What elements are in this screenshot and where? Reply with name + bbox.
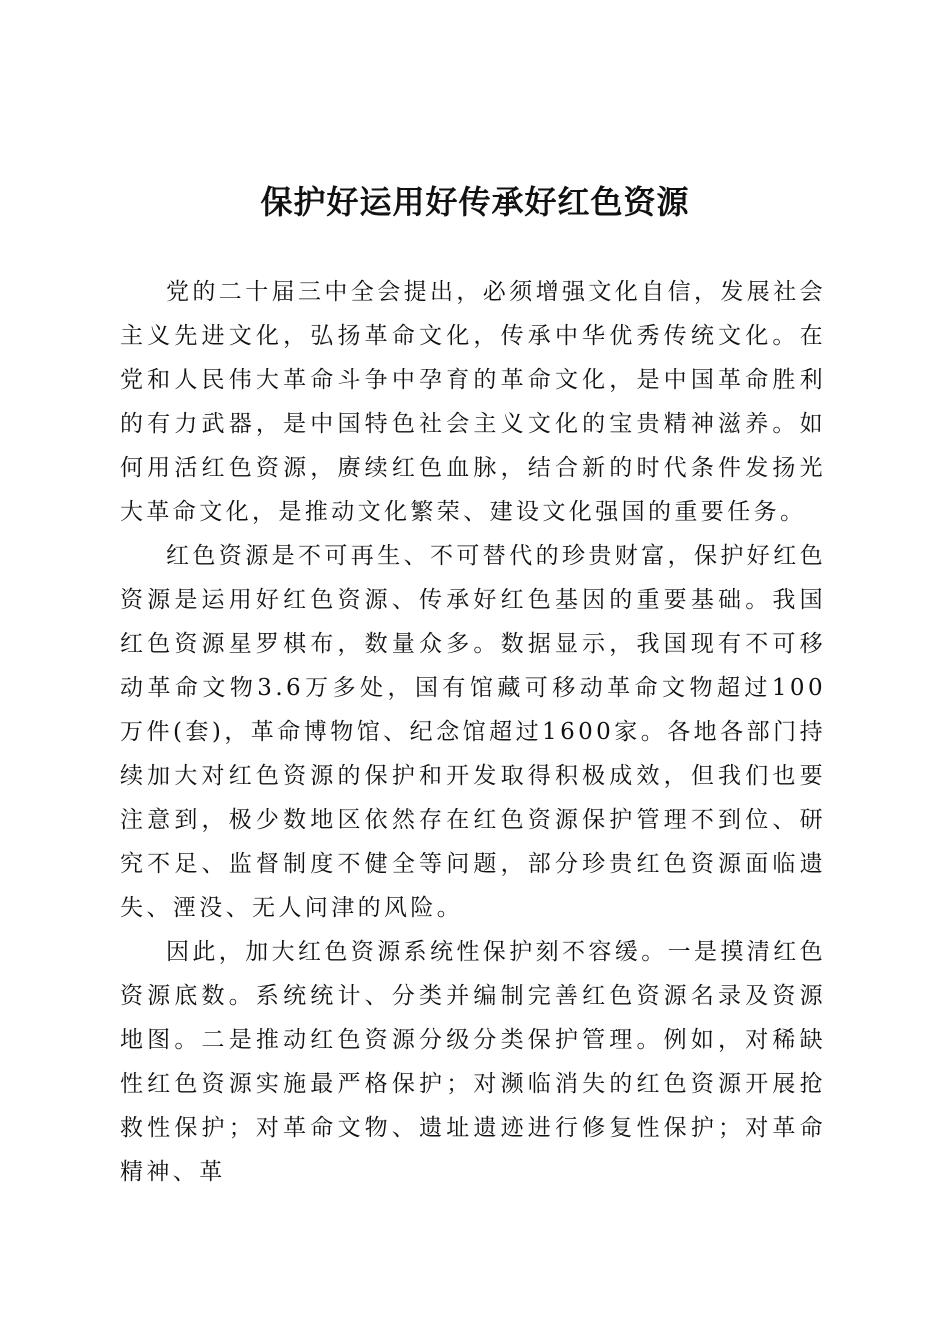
paragraph: 因此，加大红色资源系统性保护刻不容缓。一是摸清红色资源底数。系统统计、分类并编制完善红色资源名录及资源地图。二是推动红色资源分级分类保护管理。例如，对稀缺性红色资源实施最严格保护；对濒临消失的红色资源开展抢救性保护；对革命文物、遗址遗迹进行修复性保护；对革命精神、革: [120, 939, 826, 1185]
document-title: 保护好运用好传承好红色资源: [260, 183, 690, 221]
paragraph: 红色资源是不可再生、不可替代的珍贵财富，保护好红色资源是运用好红色资源、传承好红色基因的重要基础。我国红色资源星罗棋布，数量众多。数据显示，我国现有不可移动革命文物3.6万多处，国有馆藏可移动革命文物超过100万件(套)，革命博物馆、纪念馆超过1600家。各地各部门持续加大对红色资源的保护和开发取得积极成效，但我们也要注意到，极少数地区依然存在红色资源保护管理不到位、研究不足、监督制度不健全等问题，部分珍贵红色资源面临遗失、湮没、无人问津的风险。: [120, 543, 826, 921]
paragraph: 党的二十届三中全会提出，必须增强文化自信，发展社会主义先进文化，弘扬革命文化，传承中华优秀传统文化。在党和人民伟大革命斗争中孕育的革命文化，是中国革命胜利的有力武器，是中国特色社会主义文化的宝贵精神滋养。如何用活红色资源，赓续红色血脉，结合新的时代条件发扬光大革命文化，是推动文化繁荣、建设文化强国的重要任务。: [120, 279, 826, 525]
document-body: [120, 270, 826, 1194]
